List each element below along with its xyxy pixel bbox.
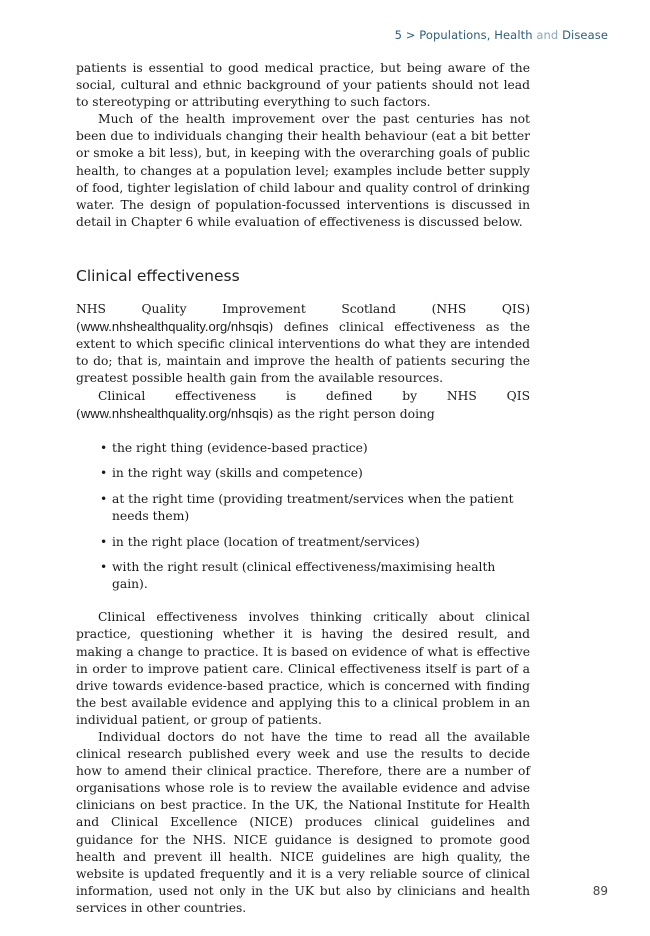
- definition-text-before: NHS Quality Improvement Scotland (NHS QIS) (: [76, 302, 530, 335]
- paragraph-continued: patients is essential to good medical practice, but being aware of the social, cultural and ethnic background of your patients should not lead to stereotyping or attributing everything to such factors.: [76, 61, 530, 110]
- paragraph-health-improvement: Much of the health improvement over the past centuries has not been due to individuals changing their health behaviour (eat a bit better or smoke a bit less), but, in keeping with the overarching goals of public health, to changes at a population level; examples include better supply of food, tighter legislation of child labour and quality control of drinking water. The design of population-focussed interventions is discussed in detail in Chapter 6 while evaluation of effectiveness is discussed below.: [76, 112, 530, 229]
- running-head: [395, 28, 608, 42]
- list-item: • with the right result (clinical effectiveness/maximising health gain).: [100, 559, 530, 593]
- chapter-separator: >: [401, 28, 420, 42]
- definition-text-after: ) defines clinical effectiveness as the extent to which specific clinical interventions do what they are intended to do; that is, maintain and improve the health of patients securing the greatest possible health gain from the available resources.: [76, 320, 530, 386]
- chapter-number: 5: [394, 28, 402, 42]
- paragraph-definition: [76, 301, 530, 387]
- list-item: • in the right place (location of treatment/services): [100, 534, 530, 551]
- paragraph-nice: Individual doctors do not have the time to read all the available clinical research published every week and use the results to decide how to amend their clinical practice. Therefore, there are a number of organisations whose role is to review the available evidence and advise clinicians on best practice. In the UK, the National Institute for Health and Clinical Excellence (NICE) produces clinical guidelines and guidance for the NHS. NICE guidance is designed to promote good health and prevent ill health. NICE guidelines are high quality, the website is updated frequently and it is a very reliable source of clinical information, used not only in the UK but also by clinicians and health services in other countries.: [76, 730, 530, 915]
- list-item: • in the right way (skills and competence): [100, 465, 530, 482]
- paragraph-right-person: [76, 388, 530, 423]
- chapter-title-part3: Disease: [558, 28, 608, 42]
- body-text: [76, 60, 530, 917]
- page-number: 89: [592, 884, 608, 898]
- bullet-list: [76, 440, 530, 594]
- nhs-qis-url[interactable]: www.nhshealthquality.org/nhsqis: [80, 319, 269, 335]
- right-person-text-after: ) as the right person doing: [268, 406, 435, 421]
- section-heading: Clinical effectiveness: [76, 266, 240, 285]
- chapter-title-part1: Populations, Health: [419, 28, 537, 42]
- list-item: • at the right time (providing treatment/services when the patient needs them): [100, 491, 530, 525]
- nhs-qis-url-2[interactable]: www.nhshealthquality.org/nhsqis: [80, 405, 269, 421]
- right-person-text-before: Clinical effectiveness is defined by NHS QIS (: [76, 388, 530, 421]
- list-item: • the right thing (evidence-based practice): [100, 440, 530, 457]
- paragraph-clinical-effectiveness: Clinical effectiveness involves thinking critically about clinical practice, questioning whether it is having the desired result, and making a change to practice. It is based on evidence of what is effective in order to improve patient care. Clinical effectiveness itself is part of a drive towards evidence-based practice, which is concerned with finding the best available evidence and applying this to a clinical problem in an individual patient, or group of patients.: [76, 610, 530, 727]
- chapter-title-and: and: [536, 28, 559, 42]
